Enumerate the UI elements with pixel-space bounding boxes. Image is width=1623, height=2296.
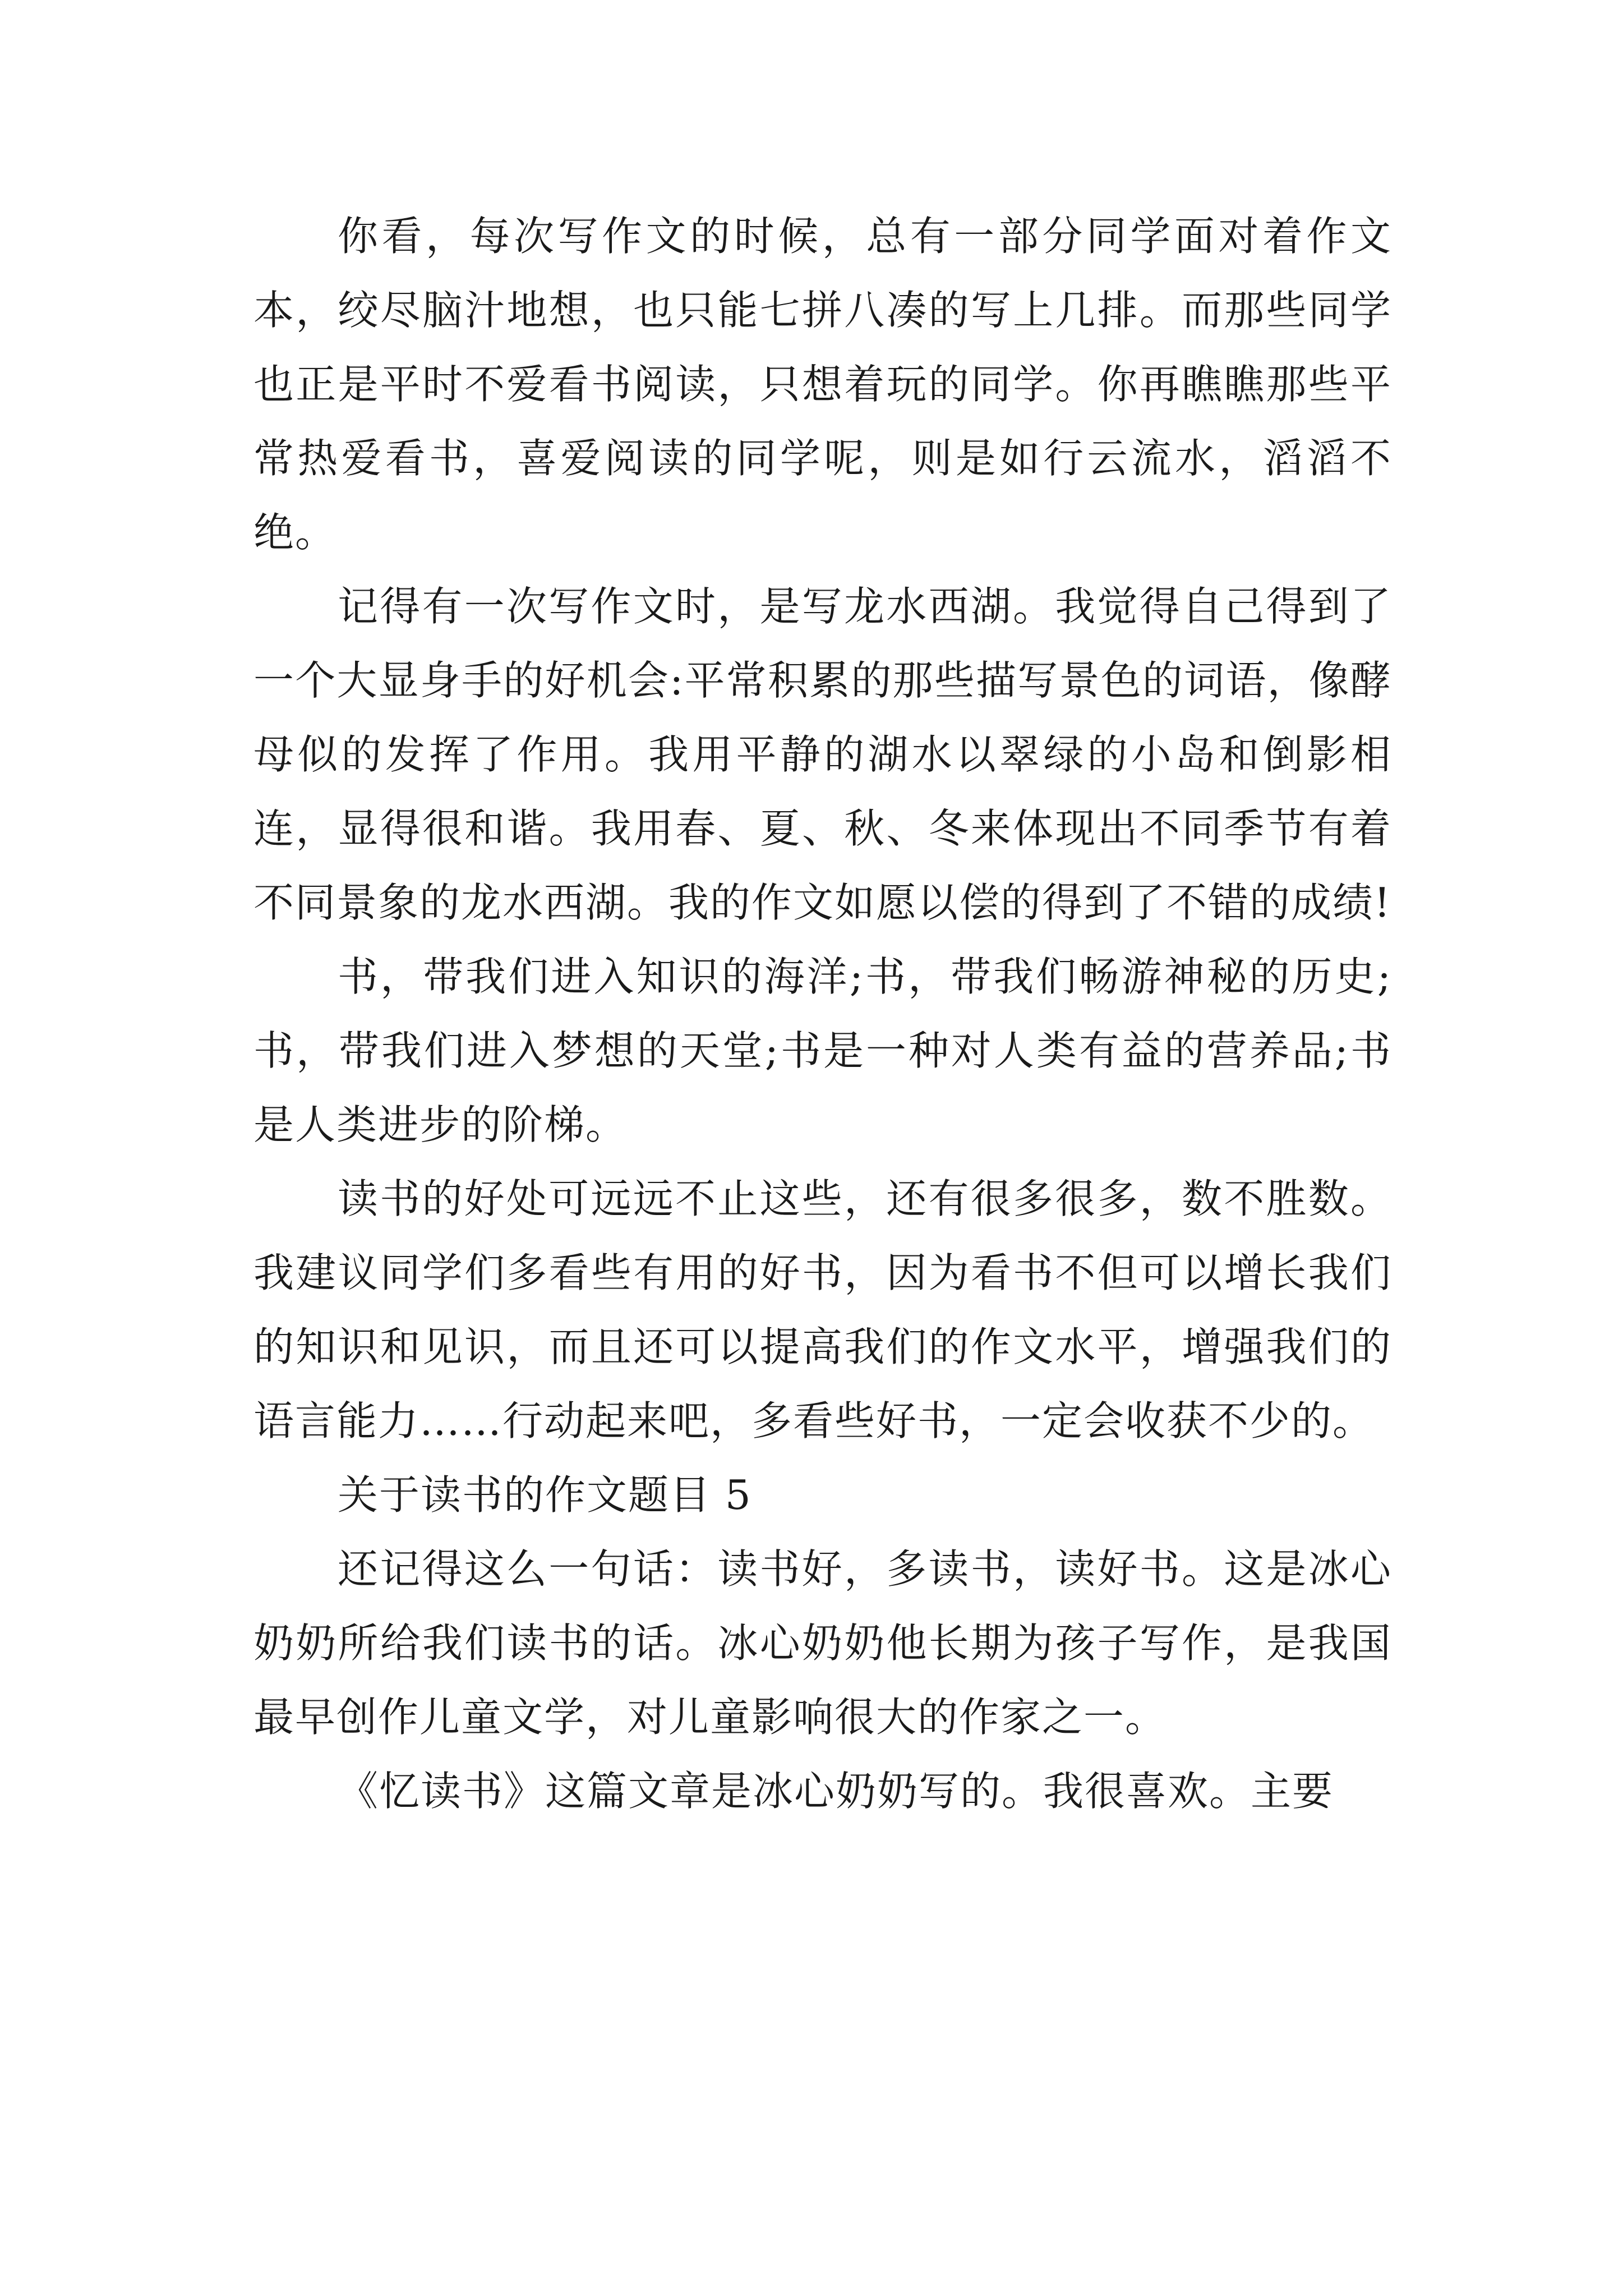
paragraph-1: 你看，每次写作文的时候，总有一部分同学面对着作文本，绞尽脑汁地想，也只能七拼八凑的写上几排。而那些同学也正是平时不爱看书阅读，只想着玩的同学。你再瞧瞧那些平常热爱看书，喜爱阅读的同学呢，则是如行云流水，滔滔不绝。 <box>253 213 1392 556</box>
paragraph-2: 记得有一次写作文时，是写龙水西湖。我觉得自己得到了一个大显身手的好机会:平常积累的那些描写景色的词语，像酵母似的发挥了作用。我用平静的湖水以翠绿的小岛和倒影相连，显得很和谐。我用春、夏、秋、冬来体现出不同季节有着不同景象的龙水西湖。我的作文如愿以偿的得到了不错的成绩! <box>253 583 1392 926</box>
document-body <box>253 199 1392 1828</box>
section-heading: 关于读书的作文题目 5 <box>338 1471 752 1519</box>
paragraph-5: 还记得这么一句话：读书好，多读书，读好书。这是冰心奶奶所给我们读书的话。冰心奶奶他长期为孩子写作，是我国最早创作儿童文学，对儿童影响很大的作家之一。 <box>253 1545 1392 1741</box>
paragraph-3: 书，带我们进入知识的海洋;书，带我们畅游神秘的历史;书，带我们进入梦想的天堂;书是一种对人类有益的营养品;书是人类进步的阶梯。 <box>253 953 1392 1148</box>
paragraph-6: 《忆读书》这篇文章是冰心奶奶写的。我很喜欢。主要 <box>338 1768 1334 1815</box>
paragraph-4: 读书的好处可远远不止这些，还有很多很多，数不胜数。我建议同学们多看些有用的好书，因为看书不但可以增长我们的知识和见识，而且还可以提高我们的作文水平，增强我们的语言能力……行动起来吧，多看些好书，一定会收获不少的。 <box>253 1175 1392 1444</box>
